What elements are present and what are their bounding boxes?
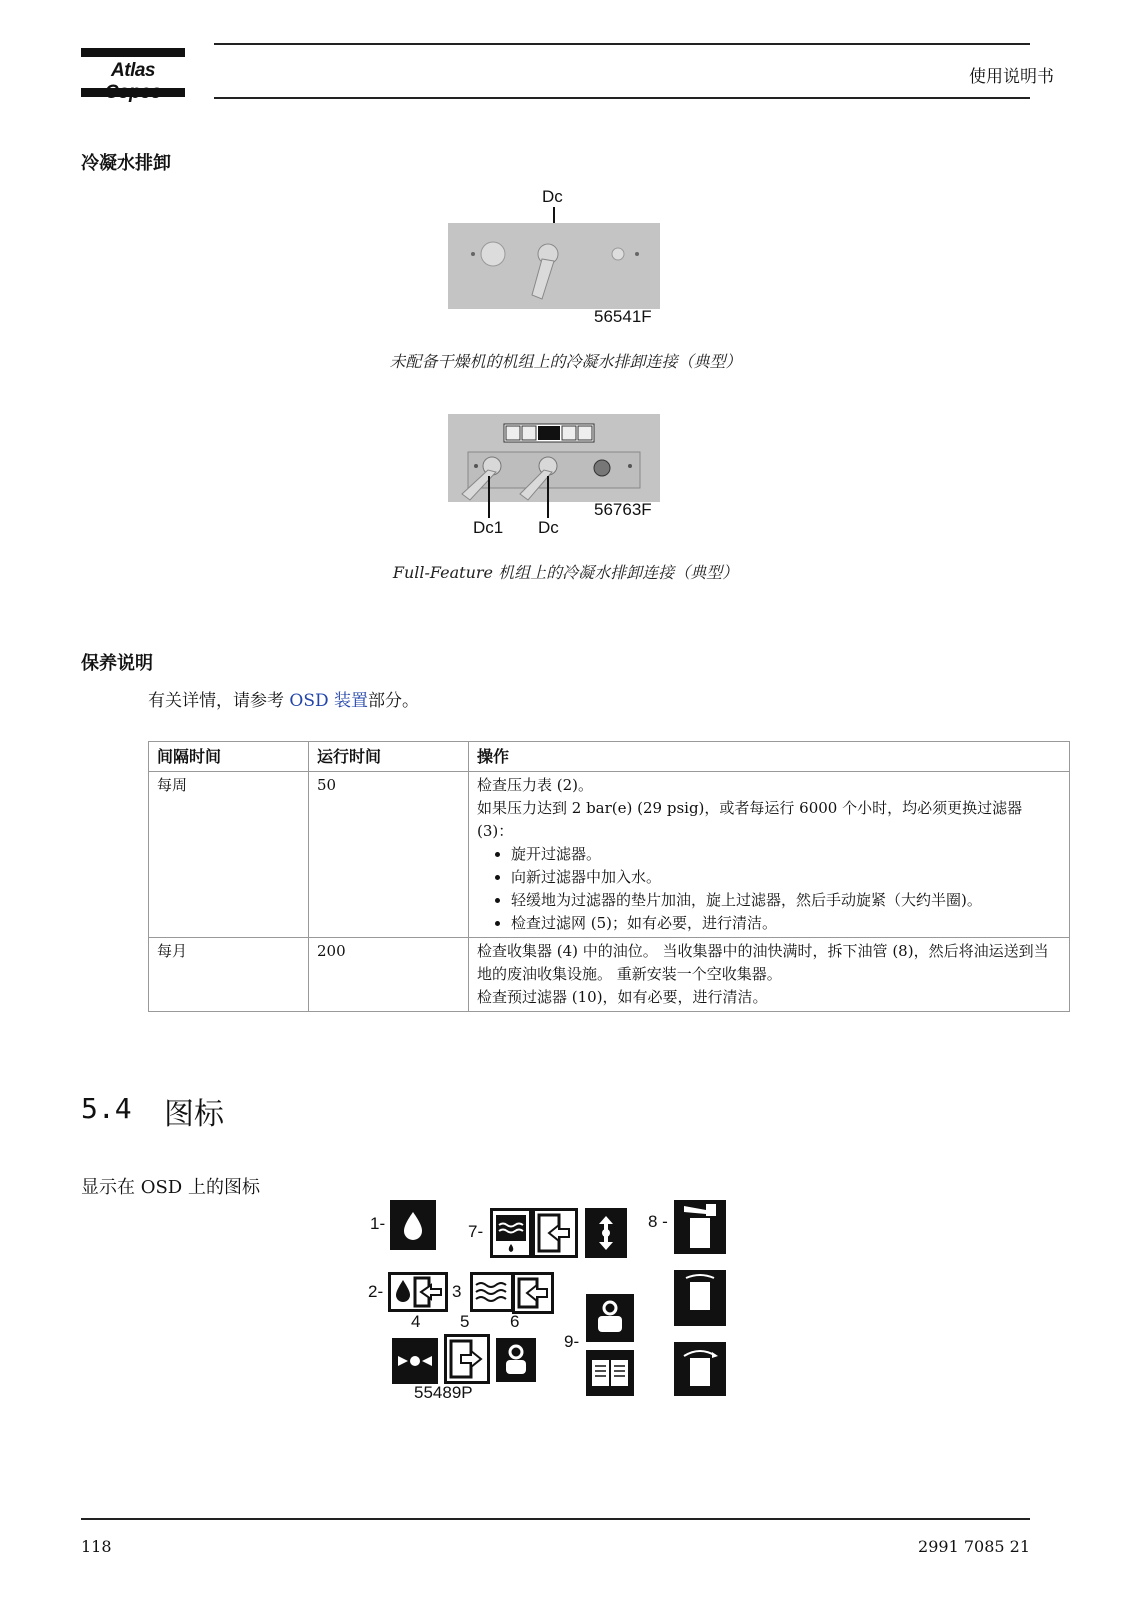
- water-exit-icon: [388, 1272, 448, 1312]
- drain-panel-ff-photo: [448, 414, 660, 502]
- figure-code: 55489P: [414, 1383, 473, 1402]
- label-dc: Dc: [538, 518, 559, 537]
- drain-panel-photo: [448, 223, 660, 309]
- label-dc1: Dc1: [473, 518, 504, 537]
- maintenance-intro: [148, 686, 419, 711]
- label-2: 2-: [368, 1282, 384, 1301]
- header-hours: 运行时间: [309, 742, 469, 772]
- figure2-caption: Full-Feature 机组上的冷凝水排卸连接（典型）: [392, 563, 739, 582]
- oil-collector-icon: [674, 1200, 726, 1254]
- figure-code: 56541F: [594, 307, 652, 326]
- list-item: • 检查过滤网 (5)；如有必要，进行清洁。: [511, 912, 1061, 935]
- intro-text: 有关详情，请参考: [148, 691, 284, 711]
- enter-icon: [444, 1334, 490, 1384]
- cell-hours: 50: [309, 772, 469, 938]
- action-line: 检查压力表 (2)。: [477, 776, 594, 794]
- compress-icon: [392, 1338, 438, 1384]
- figure-drain-full-feature: [448, 414, 678, 544]
- cell-interval: 每月: [149, 938, 309, 1012]
- waves-icon: [470, 1272, 514, 1312]
- table-row: [149, 938, 1070, 1012]
- figure-drain-no-dryer: [448, 185, 678, 330]
- table-header-row: [149, 742, 1070, 772]
- document-title: 使用说明书: [969, 67, 1054, 87]
- label-8: 8 -: [648, 1212, 668, 1231]
- maintenance-table: [148, 741, 1070, 1012]
- label-3: 3: [452, 1282, 462, 1301]
- figure1-caption: 未配备干燥机的机组上的冷凝水排卸连接（典型）: [389, 352, 742, 371]
- table-row: [149, 772, 1070, 938]
- list-item: • 向新过滤器中加入水。: [511, 866, 1061, 889]
- header-rule-bottom: [214, 97, 1030, 99]
- header-rule-top: [214, 43, 1030, 45]
- section-number: 5.4: [81, 1092, 132, 1125]
- action-bullets: [477, 843, 1061, 935]
- exit-icon: [512, 1272, 554, 1314]
- footer-rule: [81, 1518, 1030, 1520]
- intro-suffix: 部分。: [368, 691, 420, 711]
- leader-line-dc1: [488, 476, 490, 518]
- manual-book-icon: [586, 1350, 634, 1396]
- maintenance-wrench-icon: [586, 1294, 634, 1342]
- list-item: • 轻缓地为过滤器的垫片加油，旋上过滤器，然后手动旋紧（大约半圈)。: [511, 889, 1061, 912]
- cell-interval: 每周: [149, 772, 309, 938]
- condensate-heading: 冷凝水排卸: [81, 153, 171, 174]
- leader-line-dc: [547, 476, 549, 518]
- section-title: 图标: [164, 1097, 224, 1132]
- cell-action: [469, 938, 1070, 1012]
- water-tank-icon: [490, 1208, 532, 1258]
- page-number: 118: [81, 1537, 112, 1556]
- drain-valve-icon: [585, 1208, 627, 1258]
- figure-code: 56763F: [594, 500, 652, 519]
- unscrew-filter-icon: [674, 1270, 726, 1326]
- label-4: 4: [411, 1312, 421, 1331]
- maintenance-heading: 保养说明: [81, 653, 153, 674]
- service-hand-icon: [496, 1338, 536, 1382]
- label-5: 5: [460, 1312, 470, 1331]
- logo-text: Atlas: [111, 60, 155, 81]
- action-line: 检查收集器 (4) 中的油位。 当收集器中的油快满时，拆下油管 (8)，然后将油运送到当地的废油收集设施。 重新安装一个空收集器。: [477, 942, 1049, 983]
- label-7: 7-: [468, 1222, 484, 1241]
- label-1: 1-: [370, 1214, 386, 1233]
- osd-unit-link[interactable]: OSD 装置: [289, 691, 369, 711]
- header-interval: 间隔时间: [149, 742, 309, 772]
- label-9: 9-: [564, 1332, 580, 1351]
- action-line: 如果压力达到 2 bar(e) (29 psig)，或者每运行 6000 个小时，均必须更换过滤器 (3)：: [477, 799, 1023, 840]
- filter-exit-icon: [532, 1208, 578, 1258]
- list-item: • 旋开过滤器。: [511, 843, 1061, 866]
- label-6: 6: [510, 1312, 520, 1331]
- cell-action: [469, 772, 1070, 938]
- osd-icons-figure: [360, 1200, 760, 1430]
- icons-subheading: 显示在 OSD 上的图标: [81, 1177, 260, 1198]
- logo-bar-top: [81, 48, 185, 57]
- cell-hours: 200: [309, 938, 469, 1012]
- logo-bar-bottom: [81, 88, 185, 97]
- document-number: 2991 7085 21: [918, 1537, 1030, 1556]
- tighten-filter-icon: [674, 1342, 726, 1396]
- header-action: 操作: [469, 742, 1070, 772]
- water-drop-icon: [390, 1200, 436, 1250]
- action-line: 检查预过滤器 (10)，如有必要，进行清洁。: [477, 988, 768, 1006]
- label-dc: Dc: [542, 187, 563, 206]
